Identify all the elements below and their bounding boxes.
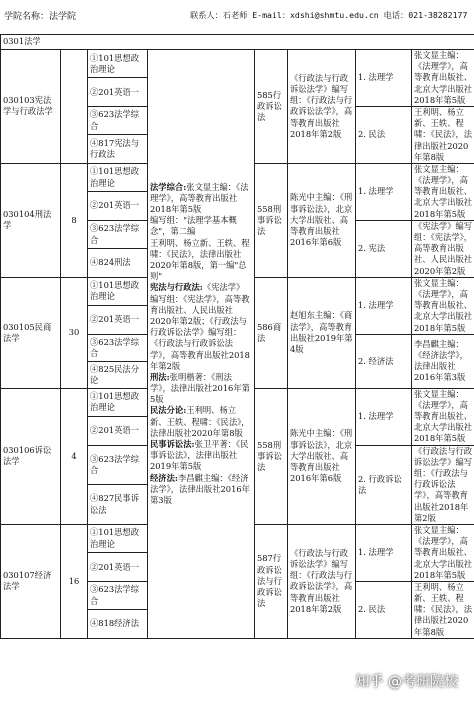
additional-book: 王利明、杨立新、王轶、程啸：《民法》，法律出版社2020年第8版	[412, 106, 474, 163]
retest-books: 陈光中主编：《刑事诉讼法》，北京大学出版社、高等教育出版社2016年第6版	[288, 388, 356, 524]
additional-book: 张文显主编：《法理学》，高等教育出版社、北京大学出版社2018年第5版	[412, 163, 474, 220]
enrollment-count: 4	[61, 388, 88, 524]
additional-book: 《行政法与行政诉讼法学》编写组：《行政法与行政诉讼法学》，高等教育出版社2018年第2版	[412, 445, 474, 524]
additional-subject: 2. 行政诉讼法	[356, 445, 412, 524]
exam-subject: ③623法学综合	[88, 334, 148, 361]
admissions-table	[0, 34, 474, 639]
school-name: 学院名称：法学院	[4, 12, 77, 22]
exam-subject: ①101思想政治理论	[88, 277, 148, 305]
major-name: 030105民商法学	[1, 277, 61, 388]
additional-subject: 2. 宪法	[356, 220, 412, 277]
additional-subject: 1. 法理学	[356, 277, 412, 334]
exam-subject: ②201英语一	[88, 192, 148, 220]
exam-subject: ①101思想政治理论	[88, 524, 148, 552]
enrollment-count	[61, 50, 88, 164]
retest-subject: 585行政诉讼法	[255, 50, 288, 164]
additional-subject: 1. 法理学	[356, 388, 412, 445]
retest-books: 《行政法与行政诉讼法学》编写组：《行政法与行政诉讼法学》，高等教育出版社2018年第2版	[288, 50, 356, 164]
reference-books: 法学综合:张文显主编：《法理学》，高等教育出版社2018年第5版 编写组："法理学基本概念"，第二编 王利明、杨立新、王轶、程啸：《民法》，法律出版社2020年第8版，第一编"总则" 宪法与行政法:《宪法学》编写组：《宪法学》，高等教育出版社、人民出版社2020年第2版；《行政法与行政诉讼法学》编写组：《行政法与行政诉讼法学》，高等教育出版社2018年第2版 刑法:张明楷著：《刑法学》，法律出版社2016年第5版 民法分论:王利明、杨立新、王轶、程啸：《民法》，法律出版社2020年第8版 民事诉讼法:张卫平著：《民事诉讼法》，法律出版社2019年第5版 经济法:李昌麒主编：《经济法学》，法律出版社2016年第3版	[148, 50, 255, 639]
additional-subject: 1. 法理学	[356, 524, 412, 581]
retest-books: 赵旭东主编：《商法学》，高等教育出版社2019年第4版	[288, 277, 356, 388]
exam-subject: ③623法学综合	[88, 106, 148, 134]
additional-book: 张文显主编：《法理学》，高等教育出版社、北京大学出版社2018年第5版	[412, 388, 474, 445]
exam-subject: ①101思想政治理论	[88, 388, 148, 416]
additional-book: 张文显主编：《法理学》，高等教育出版社、北京大学出版社2018年第5版	[412, 524, 474, 581]
exam-subject: ②201英语一	[88, 78, 148, 106]
additional-subject: 1. 法理学	[356, 163, 412, 220]
additional-book: 张文显主编：《法理学》，高等教育出版社、北京大学出版社2018年第5版	[412, 277, 474, 334]
additional-book: 《宪法学》编写组：《宪法学》，高等教育出版社、人民出版社2020年第2版	[412, 220, 474, 277]
document-header	[0, 0, 474, 34]
exam-subject: ②201英语一	[88, 306, 148, 334]
retest-books: 《行政法与行政诉讼法学》编写组：《行政法与行政诉讼法学》，高等教育出版社2018年第2版	[288, 524, 356, 638]
exam-subject: ③623法学综合	[88, 220, 148, 248]
enrollment-count: 16	[61, 524, 88, 638]
retest-books: 陈光中主编：《刑事诉讼法》，北京大学出版社、高等教育出版社2016年第6版	[288, 163, 356, 277]
major-name: 030106诉讼法学	[1, 388, 61, 524]
exam-subject: ④817宪法与行政法	[88, 135, 148, 163]
additional-subject: 2. 经济法	[356, 334, 412, 388]
retest-subject: 558刑事诉讼法	[255, 388, 288, 524]
major-name: 030107经济法学	[1, 524, 61, 638]
major-name: 030104刑法学	[1, 163, 61, 277]
exam-subject: ④824刑法	[88, 249, 148, 277]
enrollment-count: 8	[61, 163, 88, 277]
exam-subject: ①101思想政治理论	[88, 50, 148, 78]
department-code: 0301法学	[1, 35, 474, 50]
additional-book: 王利明、杨立新、王轶、程啸：《民法》，法律出版社2020年第8版	[412, 581, 474, 638]
exam-subject: ②201英语一	[88, 417, 148, 445]
exam-subject: ②201英语一	[88, 553, 148, 581]
exam-subject: ③623法学综合	[88, 581, 148, 609]
exam-subject: ④827民事诉讼法	[88, 485, 148, 525]
retest-subject: 586商法	[255, 277, 288, 388]
exam-subject: ④818经济法	[88, 610, 148, 638]
zhihu-watermark: 知乎 @考研院校	[355, 674, 458, 690]
additional-subject: 2. 民法	[356, 106, 412, 163]
additional-subject: 2. 民法	[356, 581, 412, 638]
additional-subject: 1. 法理学	[356, 50, 412, 107]
retest-subject: 558刑事诉讼法	[255, 163, 288, 277]
additional-book: 张文显主编：《法理学》，高等教育出版社、北京大学出版社2018年第5版	[412, 50, 474, 107]
contact-info: 联系人：石老师 E-mail：xdshi@shmtu.edu.cn 电话：021-38282177	[190, 10, 468, 20]
additional-book: 李昌麒主编：《经济法学》，法律出版社2016年第3版	[412, 334, 474, 388]
exam-subject: ①101思想政治理论	[88, 163, 148, 191]
enrollment-count: 30	[61, 277, 88, 388]
retest-subject: 587行政诉讼法与行政诉讼法	[255, 524, 288, 638]
major-name: 030103宪法学与行政法学	[1, 50, 61, 164]
exam-subject: ④825民法分论	[88, 361, 148, 388]
exam-subject: ③623法学综合	[88, 445, 148, 485]
